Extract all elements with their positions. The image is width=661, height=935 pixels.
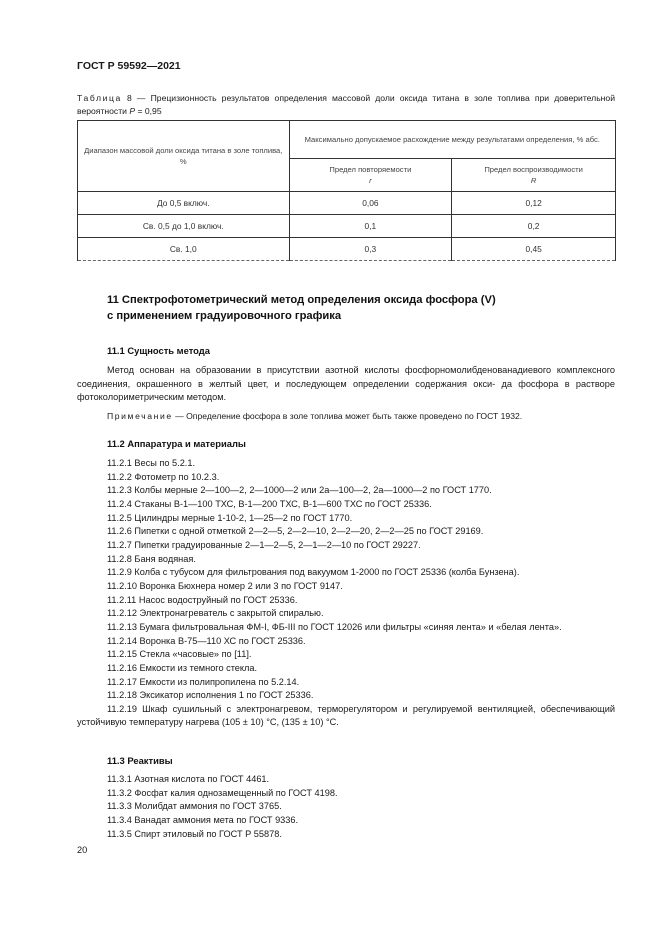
subsection-11-1-title: 11.1 Сущность метода — [107, 345, 210, 356]
list-item: 11.2.11 Насос водоструйный по ГОСТ 25336. — [107, 594, 298, 605]
cell-reproducibility: 0,2 — [452, 215, 616, 238]
table-row — [78, 238, 616, 261]
list-item: 11.2.9 Колба с тубусом для фильтрования под вакуумом 1-2000 по ГОСТ 25336 (колба Бунзена). — [107, 567, 520, 578]
header-repeatability — [289, 159, 452, 192]
list-item: 11.2.15 Стекла «часовые» по [11]. — [107, 649, 252, 660]
table-row — [78, 192, 616, 215]
list-item: 11.3.5 Спирт этиловый по ГОСТ Р 55878. — [107, 828, 282, 839]
list-item: 11.2.10 Воронка Бюхнера номер 2 или 3 по ГОСТ 9147. — [107, 580, 343, 591]
reagents-list — [77, 773, 615, 841]
table-caption-text: — Прецизионность результатов определения массовой доли оксида титана в золе топлива при доверительной вероятности — [77, 93, 615, 116]
cell-range: Св. 1,0 — [78, 238, 290, 261]
list-item: 11.2.19 Шкаф сушильный с электронагревом, терморегулятором и регулируемой вентиляцией, обеспечивающий устойчивую температуру нагрева (105 ± 10) °С, (135 ± 10) °С. — [77, 703, 615, 728]
method-principle-line: комплексного соединения, окрашенного в желтый цвет, и последующем определении содержания окси- — [77, 365, 615, 389]
table-caption — [77, 92, 615, 118]
list-item: 11.2.5 Цилиндры мерные 1-10-2, 1—25—2 по ГОСТ 1770. — [107, 512, 353, 523]
list-item: 11.2.13 Бумага фильтровальная ФМ-I, ФБ-III по ГОСТ 12026 или фильтры «синяя лента» и «белая лента». — [107, 621, 562, 632]
header-repeatability-label: Предел повторяемости — [329, 165, 412, 174]
probability-symbol: P — [129, 106, 136, 116]
apparatus-list — [77, 457, 615, 730]
table-label: Таблица — [77, 93, 122, 103]
header-range: Диапазон массовой доли оксида титана в золе топлива, % — [78, 121, 290, 192]
section-11-title-line1: 11 Спектрофотометрический метод определения оксида фосфора (V) — [107, 294, 496, 306]
note-label: Примечание — [107, 411, 173, 421]
list-item: 11.2.2 Фотометр по 10.2.3. — [107, 471, 220, 482]
section-11-title-line2: с применением градуировочного графика — [107, 310, 342, 322]
section-11-title — [107, 292, 607, 324]
header-max-discrepancy: Максимально допускаемое расхождение между результатами определения, % абс. — [289, 121, 615, 159]
cell-repeatability: 0,06 — [289, 192, 452, 215]
method-principle-line: Метод основан на образовании в присутствии азотной кислоты фосфорномолибденованадиевого — [107, 365, 552, 375]
probability-value: = 0,95 — [135, 106, 162, 116]
list-item: 11.2.8 Баня водяная. — [107, 553, 196, 564]
list-item: 11.2.17 Емкости из полипропилена по 5.2.14. — [107, 676, 300, 687]
cell-range: До 0,5 включ. — [78, 192, 290, 215]
list-item: 11.2.6 Пипетки с одной отметкой 2—2—5, 2—2—10, 2—2—20, 2—2—25 по ГОСТ 29169. — [107, 526, 484, 537]
list-item: 11.3.4 Ванадат аммония мета по ГОСТ 9336. — [107, 814, 299, 825]
list-item: 11.2.4 Стаканы В-1—100 ТХС, В-1—200 ТХС, В-1—600 ТХС по ГОСТ 25336. — [107, 498, 432, 509]
list-item: 11.2.7 Пипетки градуированные 2—1—2—5, 2—1—2—10 по ГОСТ 29227. — [107, 539, 421, 550]
cell-reproducibility: 0,12 — [452, 192, 616, 215]
cell-repeatability: 0,3 — [289, 238, 452, 261]
list-item: 11.3.1 Азотная кислота по ГОСТ 4461. — [107, 774, 270, 784]
cell-reproducibility: 0,45 — [452, 238, 616, 261]
method-principle-paragraph — [77, 364, 615, 405]
header-repeatability-symbol: r — [369, 176, 372, 185]
note — [107, 410, 615, 422]
header-reproducibility — [452, 159, 616, 192]
cell-repeatability: 0,1 — [289, 215, 452, 238]
note-text: — Определение фосфора в золе топлива может быть также проведено по ГОСТ 1932. — [172, 411, 523, 421]
list-item: 11.2.14 Воронка В-75—110 ХС по ГОСТ 25336. — [107, 635, 306, 646]
precision-table — [77, 120, 616, 261]
page-number: 20 — [77, 845, 88, 855]
table-number: 8 — [127, 93, 132, 103]
method-principle-line: да фосфора в растворе фотоколориметрическим методом. — [77, 378, 615, 403]
subsection-11-3-title: 11.3 Реактивы — [107, 755, 173, 766]
table-row — [78, 215, 616, 238]
list-item: 11.2.18 Эксикатор исполнения 1 по ГОСТ 25336. — [107, 690, 314, 701]
document-code: ГОСТ Р 59592—2021 — [77, 60, 181, 72]
list-item: 11.2.1 Весы по 5.2.1. — [107, 458, 196, 468]
list-item: 11.2.3 Колбы мерные 2—100—2, 2—1000—2 или 2а—100—2, 2а—1000—2 по ГОСТ 1770. — [107, 485, 492, 496]
header-reproducibility-label: Предел воспроизводимости — [484, 165, 583, 174]
list-item: 11.2.16 Емкости из темного стекла. — [107, 662, 258, 673]
list-item: 11.3.3 Молибдат аммония по ГОСТ 3765. — [107, 801, 282, 812]
list-item: 11.2.12 Электронагреватель с закрытой спиралью. — [107, 608, 324, 619]
list-item: 11.3.2 Фосфат калия однозамещенный по ГОСТ 4198. — [107, 787, 338, 798]
cell-range: Св. 0,5 до 1,0 включ. — [78, 215, 290, 238]
subsection-11-2-title: 11.2 Аппаратура и материалы — [107, 438, 246, 449]
header-reproducibility-symbol: R — [530, 176, 537, 185]
